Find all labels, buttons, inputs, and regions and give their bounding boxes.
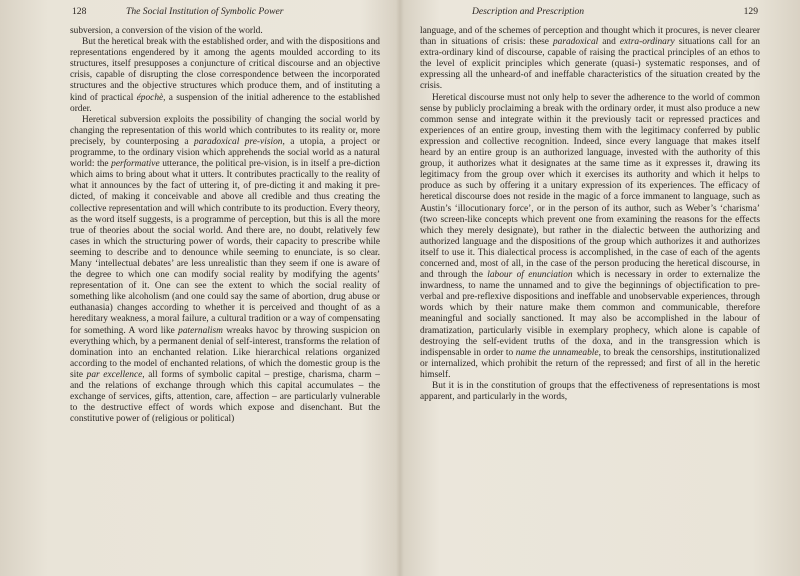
italic-phrase: extra-ordinary — [619, 37, 675, 48]
italic-phrase: name the unnameable — [515, 347, 599, 358]
italic-phrase: paradoxical — [552, 37, 599, 48]
italic-phrase: paradoxical pre-vision — [194, 136, 283, 147]
left-body-text — [70, 26, 380, 425]
left-running-header — [72, 5, 378, 19]
paragraph: Heretical discourse must not only help to sever the adherence to the world of common sense by publicly proclaiming a break with the ordinary order, it must also produce a new common sense and integrate within it the previously tacit or repressed practices and experiences of an entire group, investing them with the legitimacy conferred by public expression and collective recognition. Indeed, since every language that makes itself heard by an entire group is an authorized language, invested with the authority of this group, it authorizes what it designates at the same time as it expresses it, drawing its legitimacy from the group over which it exercises its authority and which it helps to produce as such by offering it a unitary expression of its experiences. The efficacy of heretical discourse does not reside in the magic of a force immanent to language, such as Austin’s ‘illocutionary force’, or in the person of its author, such as Weber’s ‘charisma’ (two screen-like concepts which prevent one from examining the reasons for the effects which they merely designate), but rather in the dialectic between the authorizing and authorized language and the dispositions of the group which authorizes it and authorizes itself to use it. This dialectical process is accomplished, in the case of each of the agents concerned and, most of all, in the case of the person producing the heretical discourse, in and through the labour of enunciation which is necessary in order to externalize the inwardness, to name the unnamed and to give the beginnings of objectification to pre-verbal and pre-reflexive dispositions and ineffable and unobservable experiences, through words which by their nature make them common and communicable, therefore meaningful and socially sanctioned. It may also be accomplished in the labour of dramatization, particularly visible in exemplary prophecy, which alone is capable of destroying the self-evident truths of the doxa, and in the transgression which is indispensable in order to name the unnameable, to break the censorships, institutionalized or internalized, which prohibit the return of the repressed; and first of all in the heretic himself. — [420, 92, 760, 380]
paragraph: Heretical subversion exploits the possibility of changing the social world by changing the representation of this world which contributes to its reality or, more precisely, by counterposing a paradoxical pre-vision, a utopia, a project or programme, to the ordinary vision which apprehends the social world as a natural world: the performative utterance, the political pre-vision, is in itself a pre-diction which aims to bring about what it utters. It contributes practically to the reality of what it announces by the fact of uttering it, of pre-dicting it and making it pre-dicted, of making it conceivable and above all credible and thus creating the collective representation and will which contribute to its production. Every theory, as the word itself suggests, is a programme of perception, but this is all the more true of theories about the social world. And there are, no doubt, relatively few cases in which the structuring power of words, their capacity to prescribe while seeming to describe and to denounce while seeming to enunciate, is so clear. Many ‘intellectual debates’ are less unrealistic than they seem if one is aware of the degree to which one can modify social reality by modifying the agents’ representation of it. One can see the extent to which the social reality of something like alcoholism (and one could say the same of abortion, drug abuse or euthanasia) changes according to whether it is perceived and thought of as a hereditary weakness, a moral failure, a cultural tradition or a way of compensating for something. A word like paternalism wreaks havoc by throwing suspicion on everything which, by a permanent denial of self-interest, transforms the relation of domination into an enchanted relation. Like hierarchical relations organized according to the model of enchanted relations, of which the domestic group is the site par excellence, all forms of symbolic capital – prestige, charisma, charm – and the relations of exchange through which this capital accumulates – the exchange of services, gifts, attention, care, affection – are particularly vulnerable to the destructive effect of words which expose and disenchant. But the constitutive power of (religious or political) — [70, 114, 380, 425]
right-page — [400, 0, 800, 576]
italic-phrase: performative — [111, 159, 160, 170]
paragraph: But it is in the constitution of groups that the effectiveness of representations is most apparent, and particularly in the words, — [420, 381, 760, 403]
paragraph: But the heretical break with the established order, and with the dispositions and representations engendered by it among the agents moulded according to its structures, itself presupposes a conjuncture of critical discourse and an objective crisis, capable of disrupting the close correspondence between the incorporated structures and the objective structures which produce them, and of instituting a kind of practical épochè, a suspension of the initial adherence to the established order. — [70, 37, 380, 114]
right-running-header — [422, 5, 758, 19]
right-body-text — [420, 26, 760, 403]
paragraph: language, and of the schemes of perception and thought which it procures, is never clearer than in situations of crisis: these paradoxical and extra-ordinary situations call for an extra-ordinary kind of discourse, capable of raising the practical principles of an ethos to the level of explicit principles which generate (quasi-) systematic responses, and of expressing all the unheard-of and ineffable characteristics of the situation created by the crisis. — [420, 26, 760, 92]
italic-phrase: paternalism — [178, 325, 223, 336]
left-page-number: 128 — [72, 6, 87, 17]
right-page-number: 129 — [743, 6, 758, 17]
right-running-head: Description and Prescription — [472, 6, 585, 17]
italic-phrase: par excellence — [86, 369, 143, 380]
left-running-head: The Social Institution of Symbolic Power — [126, 6, 284, 17]
italic-phrase: labour of enunciation — [487, 270, 573, 281]
italic-phrase: épochè — [136, 92, 164, 103]
paragraph: subversion, a conversion of the vision of the world. — [70, 26, 263, 36]
